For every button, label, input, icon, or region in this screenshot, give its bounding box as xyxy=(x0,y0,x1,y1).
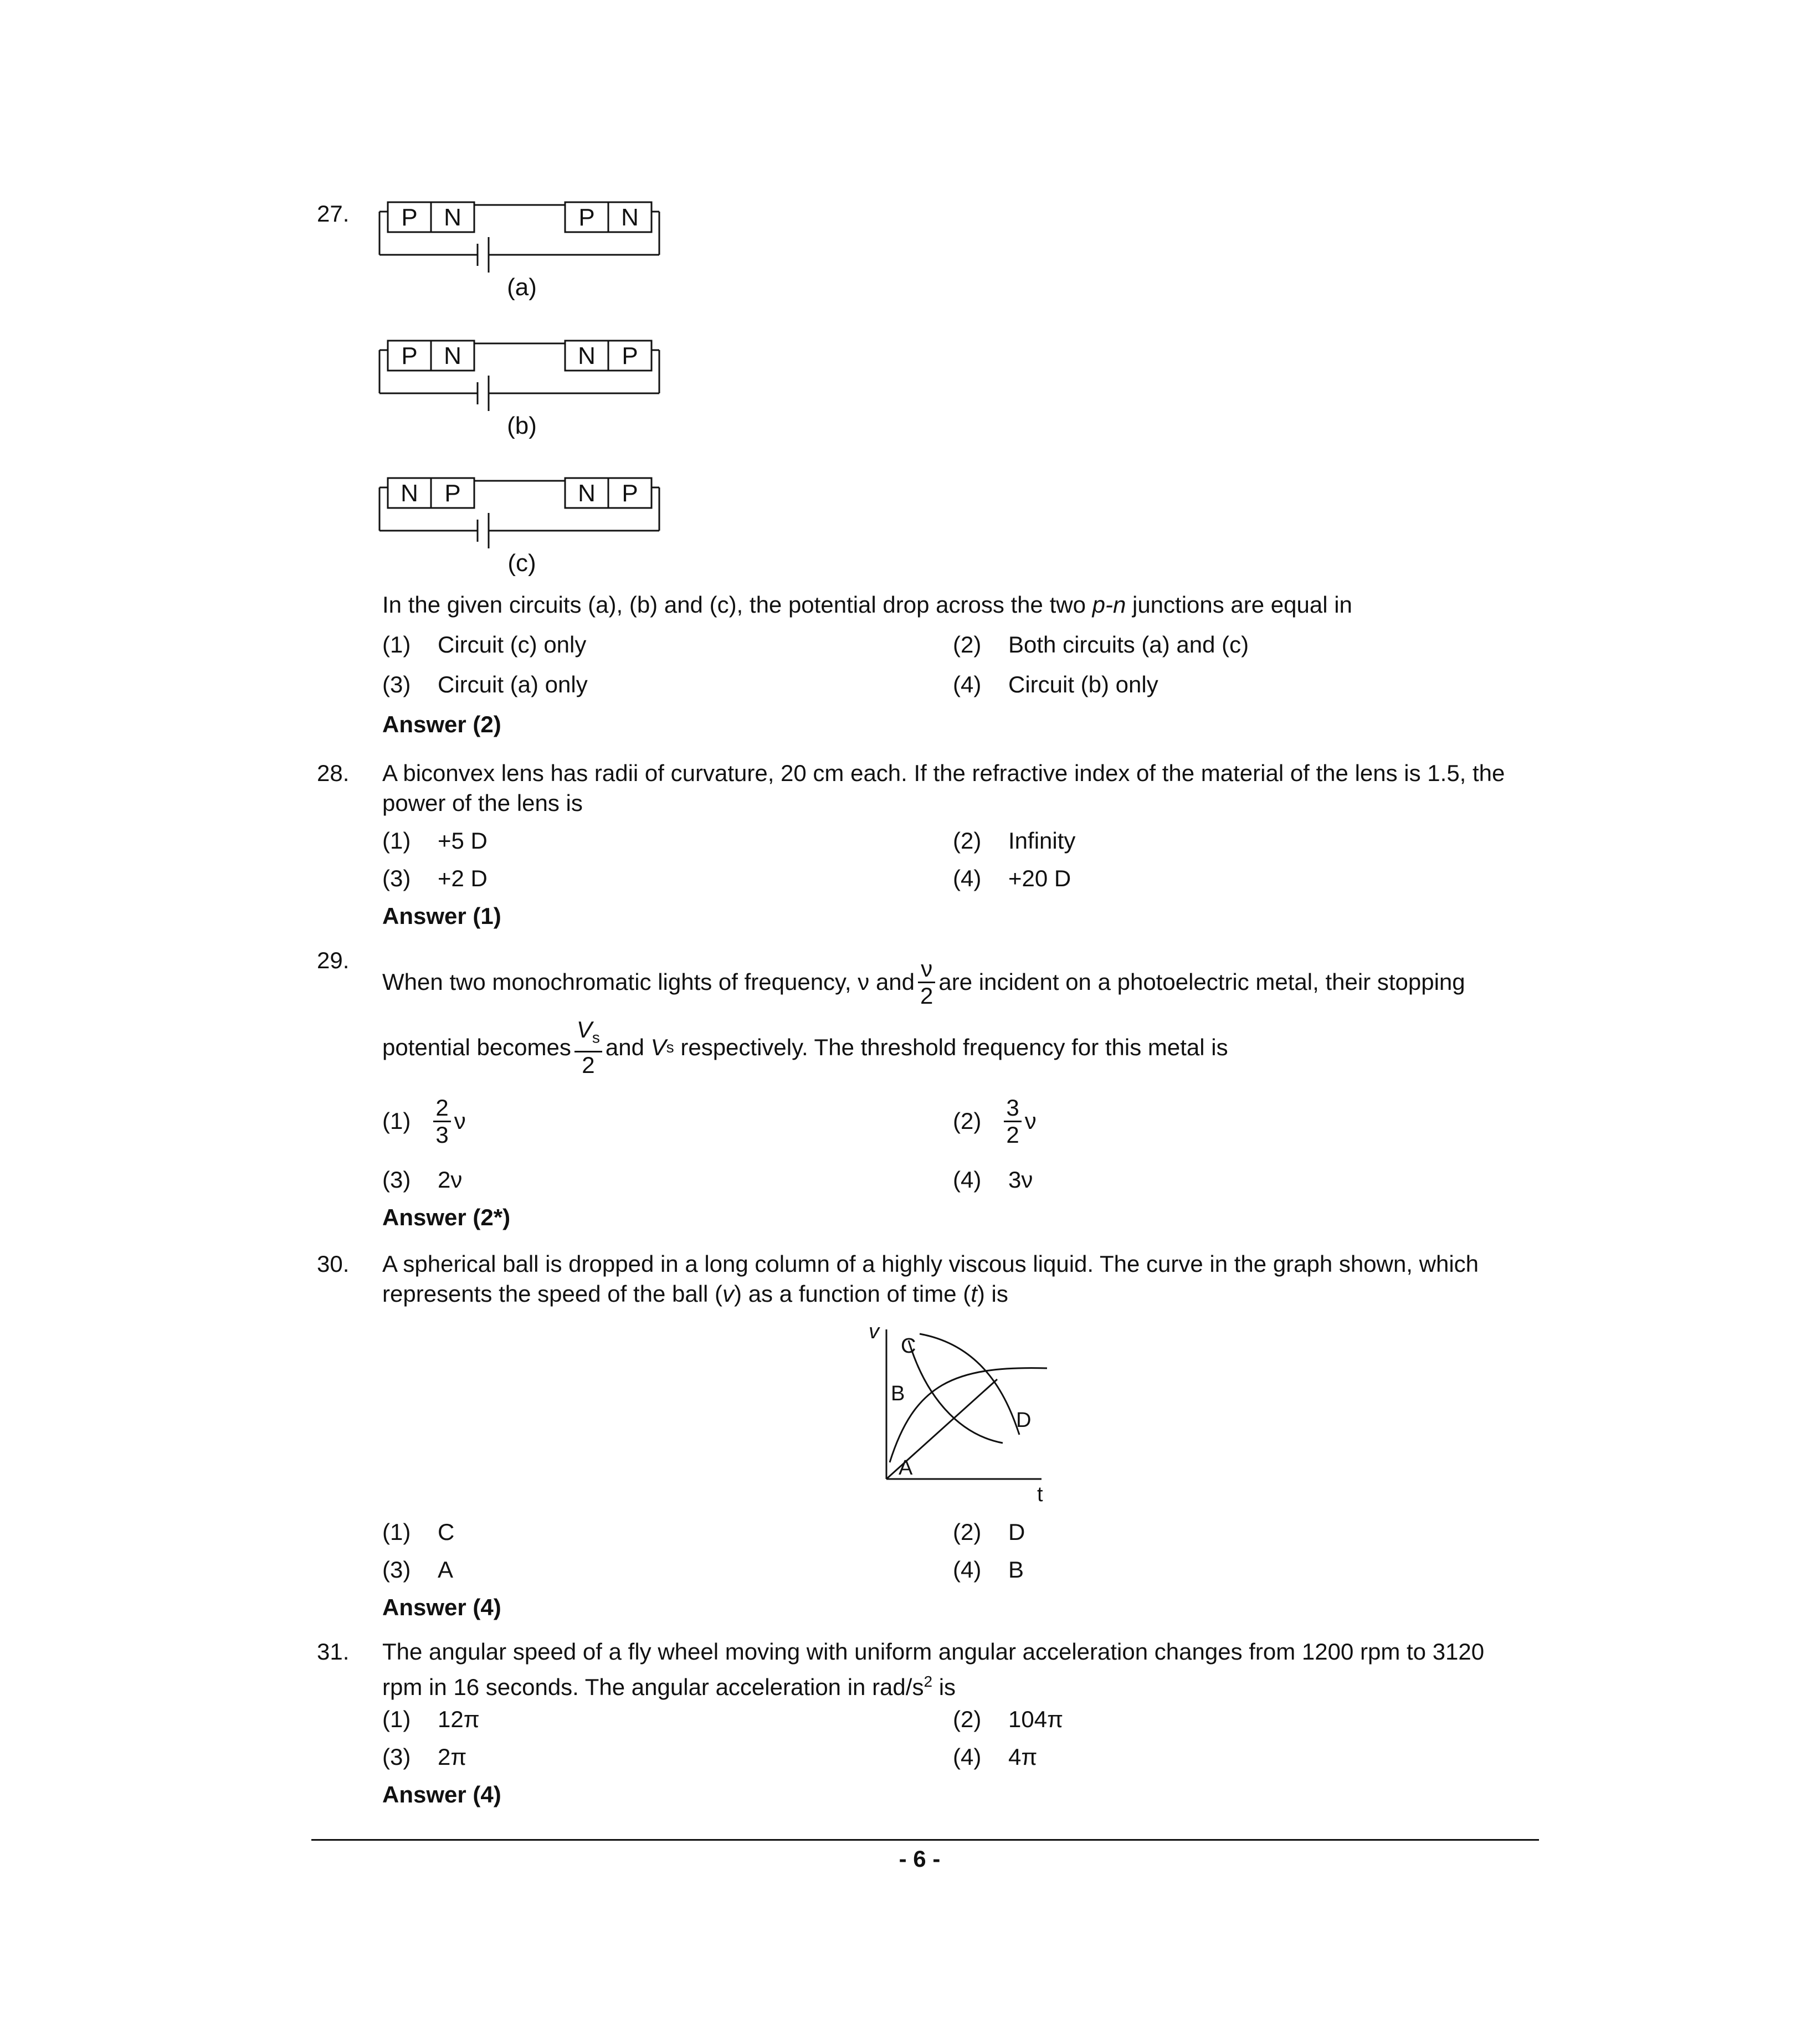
question-stem: When two monochromatic lights of frequency, ν and $\frac{\nu}{2}$ are incident on a photoelectric metal, their stopping xyxy=(382,955,1465,1009)
option-text: Circuit (a) only xyxy=(438,671,588,697)
option-text: Infinity xyxy=(1008,828,1076,854)
option-label: (3) xyxy=(382,671,411,697)
option-label: (4) xyxy=(953,1744,982,1770)
circuit-diagrams xyxy=(377,188,687,587)
junction-letter: N xyxy=(578,342,596,369)
question-number: 31. xyxy=(317,1639,350,1665)
option-text: 2π xyxy=(438,1744,467,1770)
curve-label: C xyxy=(901,1334,916,1358)
option-label: (3) xyxy=(382,865,411,891)
option-label: (1) xyxy=(382,1519,411,1545)
speed-time-graph xyxy=(853,1318,1064,1507)
option-text: Circuit (b) only xyxy=(1008,671,1158,697)
question-number: 29. xyxy=(317,947,350,973)
circuit-a xyxy=(379,202,659,273)
option-text: C xyxy=(438,1519,455,1545)
option-label: (2) xyxy=(953,631,982,658)
junction-letter: N xyxy=(444,204,461,231)
circuit-label: (b) xyxy=(507,412,537,439)
option-text: Both circuits (a) and (c) xyxy=(1008,631,1249,658)
question-number: 27. xyxy=(317,201,350,227)
question-stem: In the given circuits (a), (b) and (c), the potential drop across the two p-n junctions are equal in xyxy=(382,592,1352,618)
option-label: (4) xyxy=(953,1557,982,1583)
option-label: (2) xyxy=(953,1519,982,1545)
option-text: +5 D xyxy=(438,828,488,854)
option-label: (4) xyxy=(953,1167,982,1193)
option: (1) $\frac{2}{3}$ ν xyxy=(382,1094,466,1148)
option-text: +20 D xyxy=(1008,865,1071,891)
x-axis-label: t xyxy=(1037,1483,1043,1506)
option-label: (2) xyxy=(953,828,982,854)
fraction: $\frac{\nu}{2}$ xyxy=(918,956,935,1009)
answer: Answer (2*) xyxy=(382,1204,511,1230)
answer: Answer (4) xyxy=(382,1594,501,1620)
junction-letter: N xyxy=(621,204,639,231)
option-text: A xyxy=(438,1557,454,1583)
y-axis-label: v xyxy=(869,1320,879,1343)
curve-label: A xyxy=(899,1456,913,1480)
option-label: (3) xyxy=(382,1744,411,1770)
option-text: 4π xyxy=(1008,1744,1038,1770)
junction-letter: P xyxy=(622,480,638,507)
answer: Answer (4) xyxy=(382,1781,501,1807)
question-stem: power of the lens is xyxy=(382,790,583,816)
junction-letter: N xyxy=(401,480,418,507)
question-stem: The angular speed of a fly wheel moving with uniform angular acceleration changes from 1200 rpm to 3120 xyxy=(382,1639,1485,1665)
option: (2) $\frac{3}{2}$ ν xyxy=(953,1094,1037,1148)
option-text: 104π xyxy=(1008,1706,1064,1732)
circuit-label: (a) xyxy=(507,274,537,301)
junction-letter: N xyxy=(578,480,596,507)
junction-letter: P xyxy=(401,342,418,369)
question-stem: A biconvex lens has radii of curvature, 20 cm each. If the refractive index of the material of the lens is 1.5, the xyxy=(382,760,1505,786)
option-label: (1) xyxy=(382,828,411,854)
option-text: Circuit (c) only xyxy=(438,631,587,658)
junction-letter: P xyxy=(401,204,418,231)
option-label: (1) xyxy=(382,1706,411,1732)
page-number: - 6 - xyxy=(899,1846,941,1872)
curve-label: D xyxy=(1016,1409,1032,1432)
answer: Answer (2) xyxy=(382,711,501,737)
option-label: (2) xyxy=(953,1706,982,1732)
junction-letter: P xyxy=(622,342,638,369)
footer-rule xyxy=(311,1839,1539,1841)
circuit-label: (c) xyxy=(507,549,536,577)
option-text: +2 D xyxy=(438,865,488,891)
option-text: 12π xyxy=(438,1706,480,1732)
option-text: B xyxy=(1008,1557,1024,1583)
question-number: 30. xyxy=(317,1251,350,1277)
junction-letter: P xyxy=(578,204,595,231)
junction-letter: P xyxy=(444,480,461,507)
circuit-c xyxy=(379,478,659,548)
question-stem: A spherical ball is dropped in a long column of a highly viscous liquid. The curve in the graph shown, which xyxy=(382,1251,1479,1277)
question-stem: potential becomes $\frac{V_s}{2}$ and V s respectively. The threshold frequency for this metal is xyxy=(382,1016,1228,1078)
curve-D xyxy=(909,1341,1003,1443)
circuit-b xyxy=(379,341,659,411)
curve-C xyxy=(920,1334,1019,1435)
curve-label: B xyxy=(891,1382,905,1405)
option-label: (3) xyxy=(382,1167,411,1193)
option-text: 3ν xyxy=(1008,1167,1033,1193)
option-label: (4) xyxy=(953,671,982,697)
question-number: 28. xyxy=(317,760,350,786)
option-label: (1) xyxy=(382,631,411,658)
option-text: D xyxy=(1008,1519,1025,1545)
option-text: 2ν xyxy=(438,1167,463,1193)
question-stem: rpm in 16 seconds. The angular acceleration in rad/$s^2$ is xyxy=(382,1673,956,1700)
option-label: (3) xyxy=(382,1557,411,1583)
question-stem: represents the speed of the ball (v) as a function of time (t) is xyxy=(382,1281,1008,1307)
option-label: (4) xyxy=(953,865,982,891)
answer: Answer (1) xyxy=(382,903,501,929)
junction-letter: N xyxy=(444,342,461,369)
fraction: $\frac{V_s}{2}$ xyxy=(574,1017,602,1077)
